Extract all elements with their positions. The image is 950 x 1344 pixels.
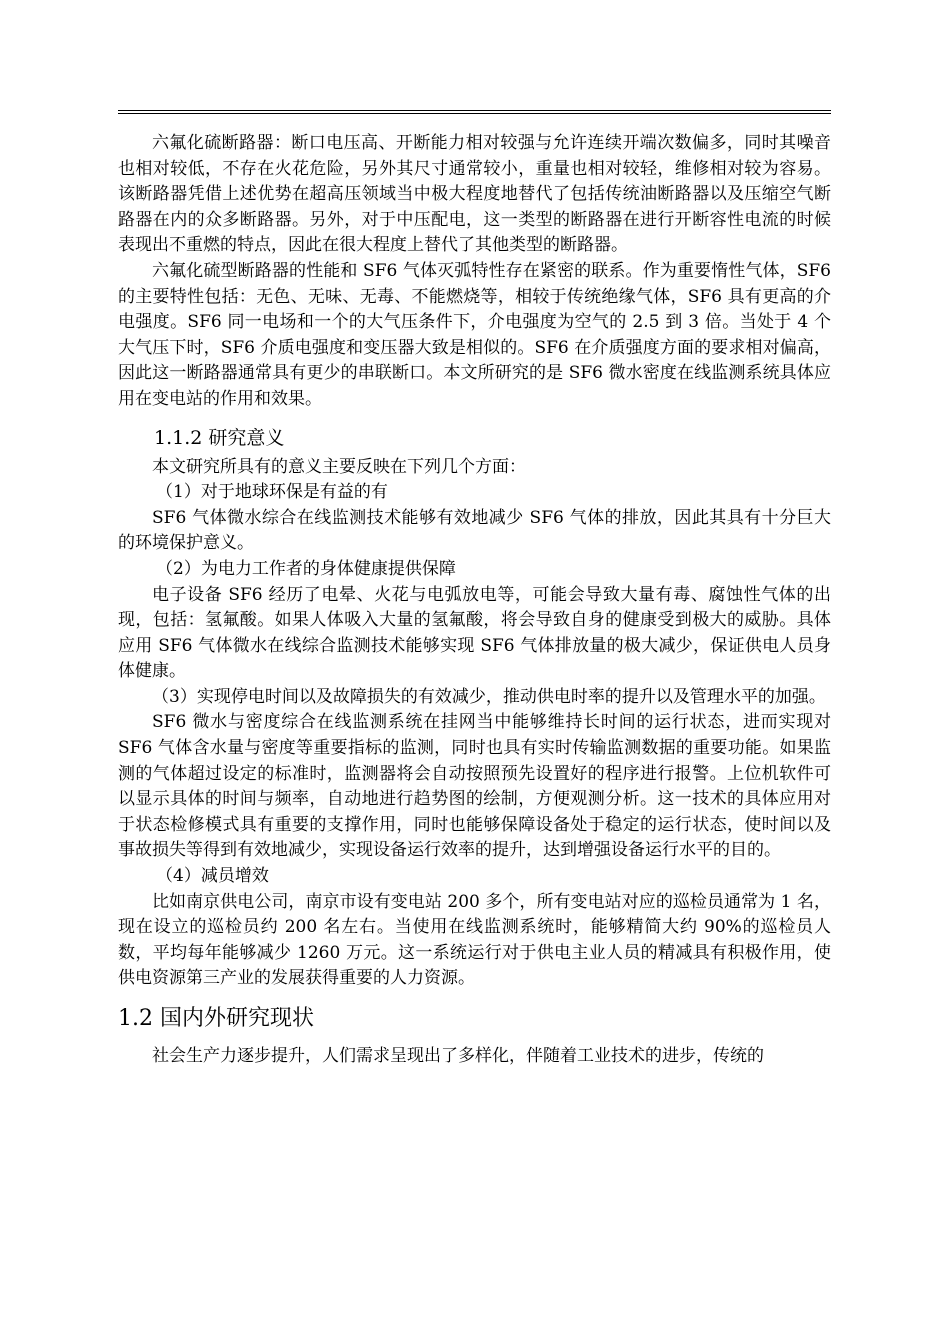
paragraph-health: 电子设备 SF6 经历了电晕、火花与电弧放电等，可能会导致大量有毒、腐蚀性气体的出现，包括：氢氟酸。如果人体吸入大量的氢氟酸，将会导致自身的健康受到极大的威胁。具体应用 SF6 气体微水在线综合监测技术能够实现 SF6 气体排放量的极大减少，保证供电人员身体健康。 [118,584,831,682]
header-rule-thin [118,113,831,114]
heading-1-2: 1.2 国内外研究现状 [118,1006,314,1031]
paragraph-significance-intro: 本文研究所具有的意义主要反映在下列几个方面： [152,456,526,477]
paragraph-environment: SF6 气体微水综合在线监测技术能够有效地减少 SF6 气体的排放，因此其具有十分巨大的环境保护意义。 [118,507,831,554]
paragraph-staff-reduction: 比如南京供电公司，南京市设有变电站 200 多个，所有变电站对应的巡检员通常为 1 名，现在设立的巡检员约 200 名左右。当使用在线监测系统时，能够精简大约 90%的巡检员人数，平均每年能够减少 1260 万元。这一系统运行对于供电主业人员的精减具有积极作用，使供电资源第三产业的发展获得重要的人力资源。 [118,891,831,989]
list-item-2: （2）为电力工作者的身体健康提供保障 [156,558,456,579]
paragraph-sf6-properties: 六氟化硫型断路器的性能和 SF6 气体灭弧特性存在紧密的联系。作为重要惰性气体，SF6 的主要特性包括：无色、无味、无毒、不能燃烧等，相较于传统绝缘气体，SF6 具有更高的介电强度。SF6 同一电场和一个的大气压条件下，介电强度为空气的 2.5 到 3 倍。当处于 4 个大气压下时，SF6 介质电强度和变压器大致是相似的。SF6 在介质强度方面的要求相对偏高，因此这一断路器通常具有更少的串联断口。本文所研究的是 SF6 微水密度在线监测系统具体应用在变电站的作用和效果。 [118,260,831,409]
list-item-3: （3）实现停电时间以及故障损失的有效减少，推动供电时率的提升以及管理水平的加强。 [152,686,826,707]
list-item-1: （1）对于地球环保是有益的有 [156,482,388,503]
paragraph-monitoring: SF6 微水与密度综合在线监测系统在挂网当中能够维持长时间的运行状态，进而实现对 SF6 气体含水量与密度等重要指标的监测，同时也具有实时传输监测数据的重要功能。如果监测的气体超过设定的标准时，监测器将会自动按照预先设置好的程序进行报警。上位机软件可以显示具体的时间与频率，自动地进行趋势图的绘制，方便观测分析。这一技术的具体应用对于状态检修模式具有重要的支撑作用，同时也能够保障设备处于稳定的运行状态，使时间以及事故损失等得到有效地减少，实现设备运行效率的提升，达到增强设备运行水平的目的。 [118,712,831,861]
paragraph-research-status: 社会生产力逐步提升，人们需求呈现出了多样化，伴随着工业技术的进步，传统的 [152,1046,764,1066]
header-rule [118,110,831,111]
list-item-4: （4）减员增效 [156,866,269,887]
paragraph-sf6-breaker: 六氟化硫断路器：断口电压高、开断能力相对较强与允许连续开端次数偏多，同时其噪音也相对较低，不存在火花危险，另外其尺寸通常较小，重量也相对较轻，维修相对较为容易。该断路器凭借上述优势在超高压领域当中极大程度地替代了包括传统油断路器以及压缩空气断路器在内的众多断路器。另外，对于中压配电，这一类型的断路器在进行开断容性电流的时候表现出不重燃的特点，因此在很大程度上替代了其他类型的断路器。 [118,133,831,256]
heading-1-1-2: 1.1.2 研究意义 [154,426,285,449]
page-body [118,131,831,1070]
